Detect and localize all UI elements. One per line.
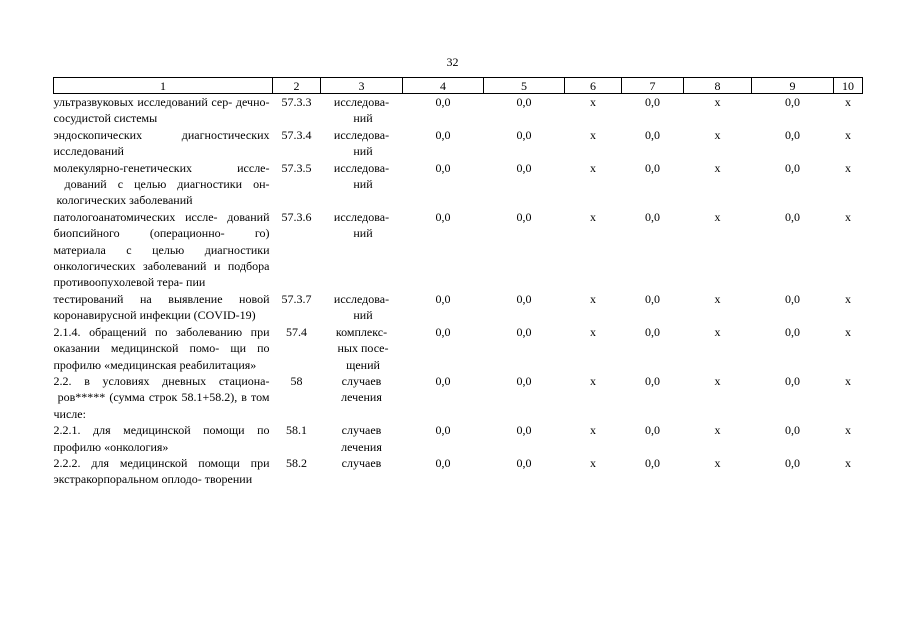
row-code: 57.4: [286, 324, 307, 339]
header-cell-6: 6: [565, 78, 622, 94]
row-value: 0,0: [516, 127, 532, 142]
row-value: 0,0: [516, 160, 532, 175]
row-unit: исследова- ний: [333, 291, 390, 323]
row-value: 0,0: [645, 324, 660, 339]
row-value: 0,0: [435, 455, 451, 470]
table-row: [54, 324, 863, 373]
table-row: [54, 209, 863, 291]
row-name: тестирований на выявление новой коронавирусной инфекции (COVID-19): [53, 291, 270, 323]
row-value: 0,0: [435, 160, 451, 175]
header-cell-4: 4: [403, 78, 484, 94]
row-code: 57.3.3: [281, 95, 312, 109]
row-value: 0,0: [435, 324, 451, 339]
table-row: [54, 127, 863, 160]
header-cell-8: 8: [684, 78, 752, 94]
row-code: 57.3.5: [281, 160, 312, 175]
row-name: патологоанатомических иссле- дований биопсийного (операционно- го) материала с целью диагностики онкологических заболеваний и подбора противоопухолевой тера- пии: [53, 209, 270, 290]
row-value: х: [845, 209, 851, 224]
row-value: 0,0: [516, 324, 532, 339]
header-cell-10: 10: [834, 78, 863, 94]
row-value: х: [714, 373, 721, 388]
row-value: 0,0: [645, 373, 660, 388]
row-unit: случаев лечения: [341, 423, 382, 454]
row-name: ультразвуковых исследований сер- дечно-сосудистой системы: [53, 95, 270, 126]
table-row: [54, 422, 863, 455]
row-value: х: [714, 423, 721, 438]
statistics-table: [53, 77, 863, 488]
row-code: 57.3.7: [281, 291, 312, 306]
row-value: 0,0: [516, 373, 532, 388]
page-number: 32: [446, 55, 459, 69]
row-code: 58.2: [286, 455, 307, 470]
row-value: 0,0: [645, 291, 660, 306]
table-row: [54, 291, 863, 324]
row-value: х: [590, 291, 596, 306]
row-value: х: [714, 127, 721, 142]
row-value: 0,0: [785, 291, 800, 306]
row-value: 0,0: [435, 209, 451, 224]
row-value: х: [590, 160, 596, 175]
row-unit: комплекс- ных посе- щений: [334, 324, 389, 372]
row-value: 0,0: [785, 209, 800, 224]
row-value: х: [845, 455, 851, 470]
row-value: 0,0: [516, 455, 532, 470]
row-unit: случаев: [341, 455, 382, 470]
row-value: х: [845, 160, 851, 175]
row-value: 0,0: [785, 160, 800, 175]
row-value: х: [714, 324, 721, 339]
row-name: эндоскопических диагностических исследований: [53, 127, 270, 159]
row-name: 2.2. в условиях дневных стациона- ров***** (сумма строк 58.1+58.2), в том числе:: [53, 373, 270, 421]
row-code: 58.1: [286, 423, 307, 438]
row-value: х: [845, 127, 851, 142]
row-value: х: [590, 95, 596, 109]
row-value: 0,0: [785, 324, 800, 339]
row-unit: исследова- ний: [333, 209, 390, 241]
row-value: х: [714, 291, 721, 306]
row-value: 0,0: [645, 455, 660, 470]
header-cell-9: 9: [752, 78, 834, 94]
row-value: 0,0: [645, 160, 660, 175]
row-value: 0,0: [516, 423, 532, 438]
row-value: х: [590, 209, 596, 224]
row-value: х: [590, 423, 596, 438]
row-value: х: [590, 324, 596, 339]
row-value: х: [845, 95, 851, 109]
row-value: 0,0: [785, 423, 800, 438]
row-value: х: [590, 127, 596, 142]
row-value: х: [845, 423, 851, 438]
row-value: 0,0: [435, 95, 451, 109]
row-value: 0,0: [785, 455, 800, 470]
table-row: [54, 160, 863, 209]
row-value: 0,0: [645, 95, 660, 109]
row-name: 2.1.4. обращений по заболеванию при оказании медицинской помо- щи по профилю «медицинская реабилитация»: [53, 324, 270, 372]
row-value: 0,0: [516, 95, 532, 109]
row-value: х: [590, 373, 596, 388]
row-value: 0,0: [435, 423, 451, 438]
row-value: 0,0: [435, 127, 451, 142]
row-unit: исследова- ний: [333, 95, 390, 126]
row-unit: случаев лечения: [341, 373, 382, 405]
row-value: х: [590, 455, 596, 470]
row-code: 57.3.4: [281, 127, 312, 142]
row-value: 0,0: [645, 423, 660, 438]
header-cell-3: 3: [321, 78, 403, 94]
row-code: 58: [290, 373, 303, 388]
row-name: 2.2.1. для медицинской помощи по профилю «онкология»: [53, 423, 270, 454]
row-value: 0,0: [516, 291, 532, 306]
row-value: 0,0: [645, 209, 660, 224]
row-value: 0,0: [645, 127, 660, 142]
row-value: х: [714, 95, 721, 109]
row-value: х: [845, 324, 851, 339]
row-value: 0,0: [516, 209, 532, 224]
row-unit: исследова- ний: [333, 160, 390, 192]
row-value: 0,0: [785, 127, 800, 142]
header-row: [54, 78, 863, 94]
row-value: х: [714, 209, 721, 224]
row-code: 57.3.6: [281, 209, 312, 224]
row-name: 2.2.2. для медицинской помощи при экстракорпоральном оплодо- творении: [53, 455, 270, 487]
row-value: х: [845, 373, 851, 388]
row-value: х: [714, 160, 721, 175]
header-cell-2: 2: [273, 78, 321, 94]
row-value: х: [845, 291, 851, 306]
header-cell-7: 7: [622, 78, 684, 94]
row-name: молекулярно-генетических иссле- дований с целью диагностики он- кологических заболеваний: [53, 160, 270, 208]
row-unit: исследова- ний: [333, 127, 390, 159]
table-row: [54, 373, 863, 422]
header-cell-5: 5: [484, 78, 565, 94]
row-value: 0,0: [435, 291, 451, 306]
row-value: 0,0: [435, 373, 451, 388]
row-value: 0,0: [785, 373, 800, 388]
row-value: 0,0: [785, 95, 800, 109]
header-cell-1: 1: [54, 78, 273, 94]
row-value: х: [714, 455, 721, 470]
table-row: [54, 94, 863, 127]
table-row: [54, 455, 863, 488]
